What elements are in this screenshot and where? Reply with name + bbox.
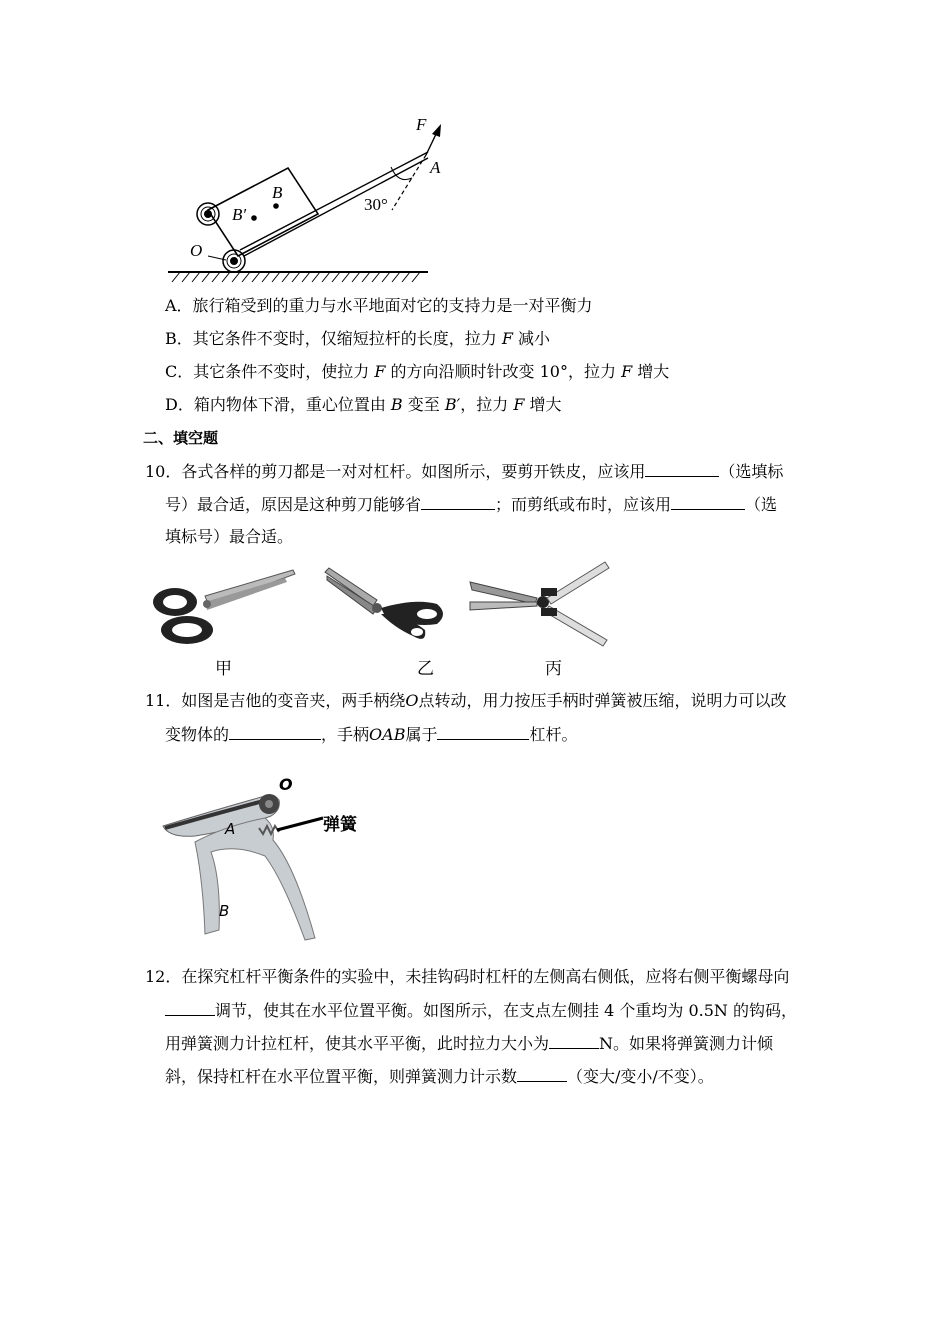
q12-line3: 用弹簧测力计拉杠杆，使其水平平衡，此时拉力大小为 N。如果将弹簧测力计倾	[165, 1034, 774, 1053]
label-B-prime: B′	[232, 205, 247, 224]
capo-figure	[155, 770, 375, 945]
label-yi: 乙	[417, 659, 434, 679]
label-jia: 甲	[215, 659, 232, 679]
blank[interactable]	[421, 494, 495, 510]
blank[interactable]	[229, 724, 321, 740]
option-c: C．其它条件不变时，使拉力 F 的方向沿顺时针改变 10°，拉力 F 增大	[165, 362, 670, 381]
label-angle: 30°	[364, 195, 388, 214]
option-d: D．箱内物体下滑，重心位置由 B 变至 B′，拉力 F 增大	[165, 395, 562, 414]
q12-line4: 斜，保持杠杆在水平位置平衡，则弹簧测力计示数 （变大/变小/不变）。	[165, 1067, 714, 1086]
q11-line2: 变物体的 ，手柄OAB属于 杠杆。	[165, 725, 578, 744]
label-O: O	[279, 775, 293, 794]
luggage-figure	[160, 110, 460, 285]
blank[interactable]	[165, 1000, 215, 1016]
label-B: B	[272, 183, 283, 202]
label-bing: 丙	[545, 659, 562, 679]
blank[interactable]	[437, 724, 529, 740]
q10-line3: 填标号）最合适。	[165, 527, 294, 546]
section-title: 二、填空题	[143, 429, 219, 447]
scissors-figure	[145, 558, 615, 680]
q10-line1: 10．各式各样的剪刀都是一对对杠杆。如图所示，要剪开铁皮，应该用 （选填标	[145, 462, 784, 481]
q11-line1: 11．如图是吉他的变音夹，两手柄绕O点转动，用力按压手柄时弹簧被压缩，说明力可以改	[145, 691, 787, 710]
label-F: F	[416, 115, 427, 134]
blank[interactable]	[645, 461, 719, 477]
scissors-jia-icon	[153, 570, 295, 644]
q10-line2: 号）最合适，原因是这种剪刀能够省 ；而剪纸或布时，应该用 （选	[165, 495, 778, 514]
blank[interactable]	[671, 494, 745, 510]
q12-line1: 12．在探究杠杆平衡条件的实验中，未挂钩码时杠杆的左侧高右侧低，应将右侧平衡螺母向	[145, 967, 790, 986]
label-A: A	[225, 820, 236, 838]
q12-line2: 调节，使其在水平位置平衡。如图所示，在支点左侧挂 4 个重均为 0.5N 的钩码，	[165, 1000, 797, 1021]
label-O: O	[190, 241, 203, 260]
label-B: B	[219, 902, 230, 920]
scissors-bing-icon	[470, 562, 609, 646]
option-b: B．其它条件不变时，仅缩短拉杆的长度，拉力 F 减小	[165, 329, 551, 348]
scissors-yi-icon	[325, 568, 443, 639]
option-a: A．旅行箱受到的重力与水平地面对它的支持力是一对平衡力	[165, 296, 593, 315]
label-A: A	[430, 158, 441, 177]
blank[interactable]	[549, 1033, 599, 1049]
blank[interactable]	[517, 1066, 567, 1082]
label-spring: 弹簧	[323, 815, 357, 835]
